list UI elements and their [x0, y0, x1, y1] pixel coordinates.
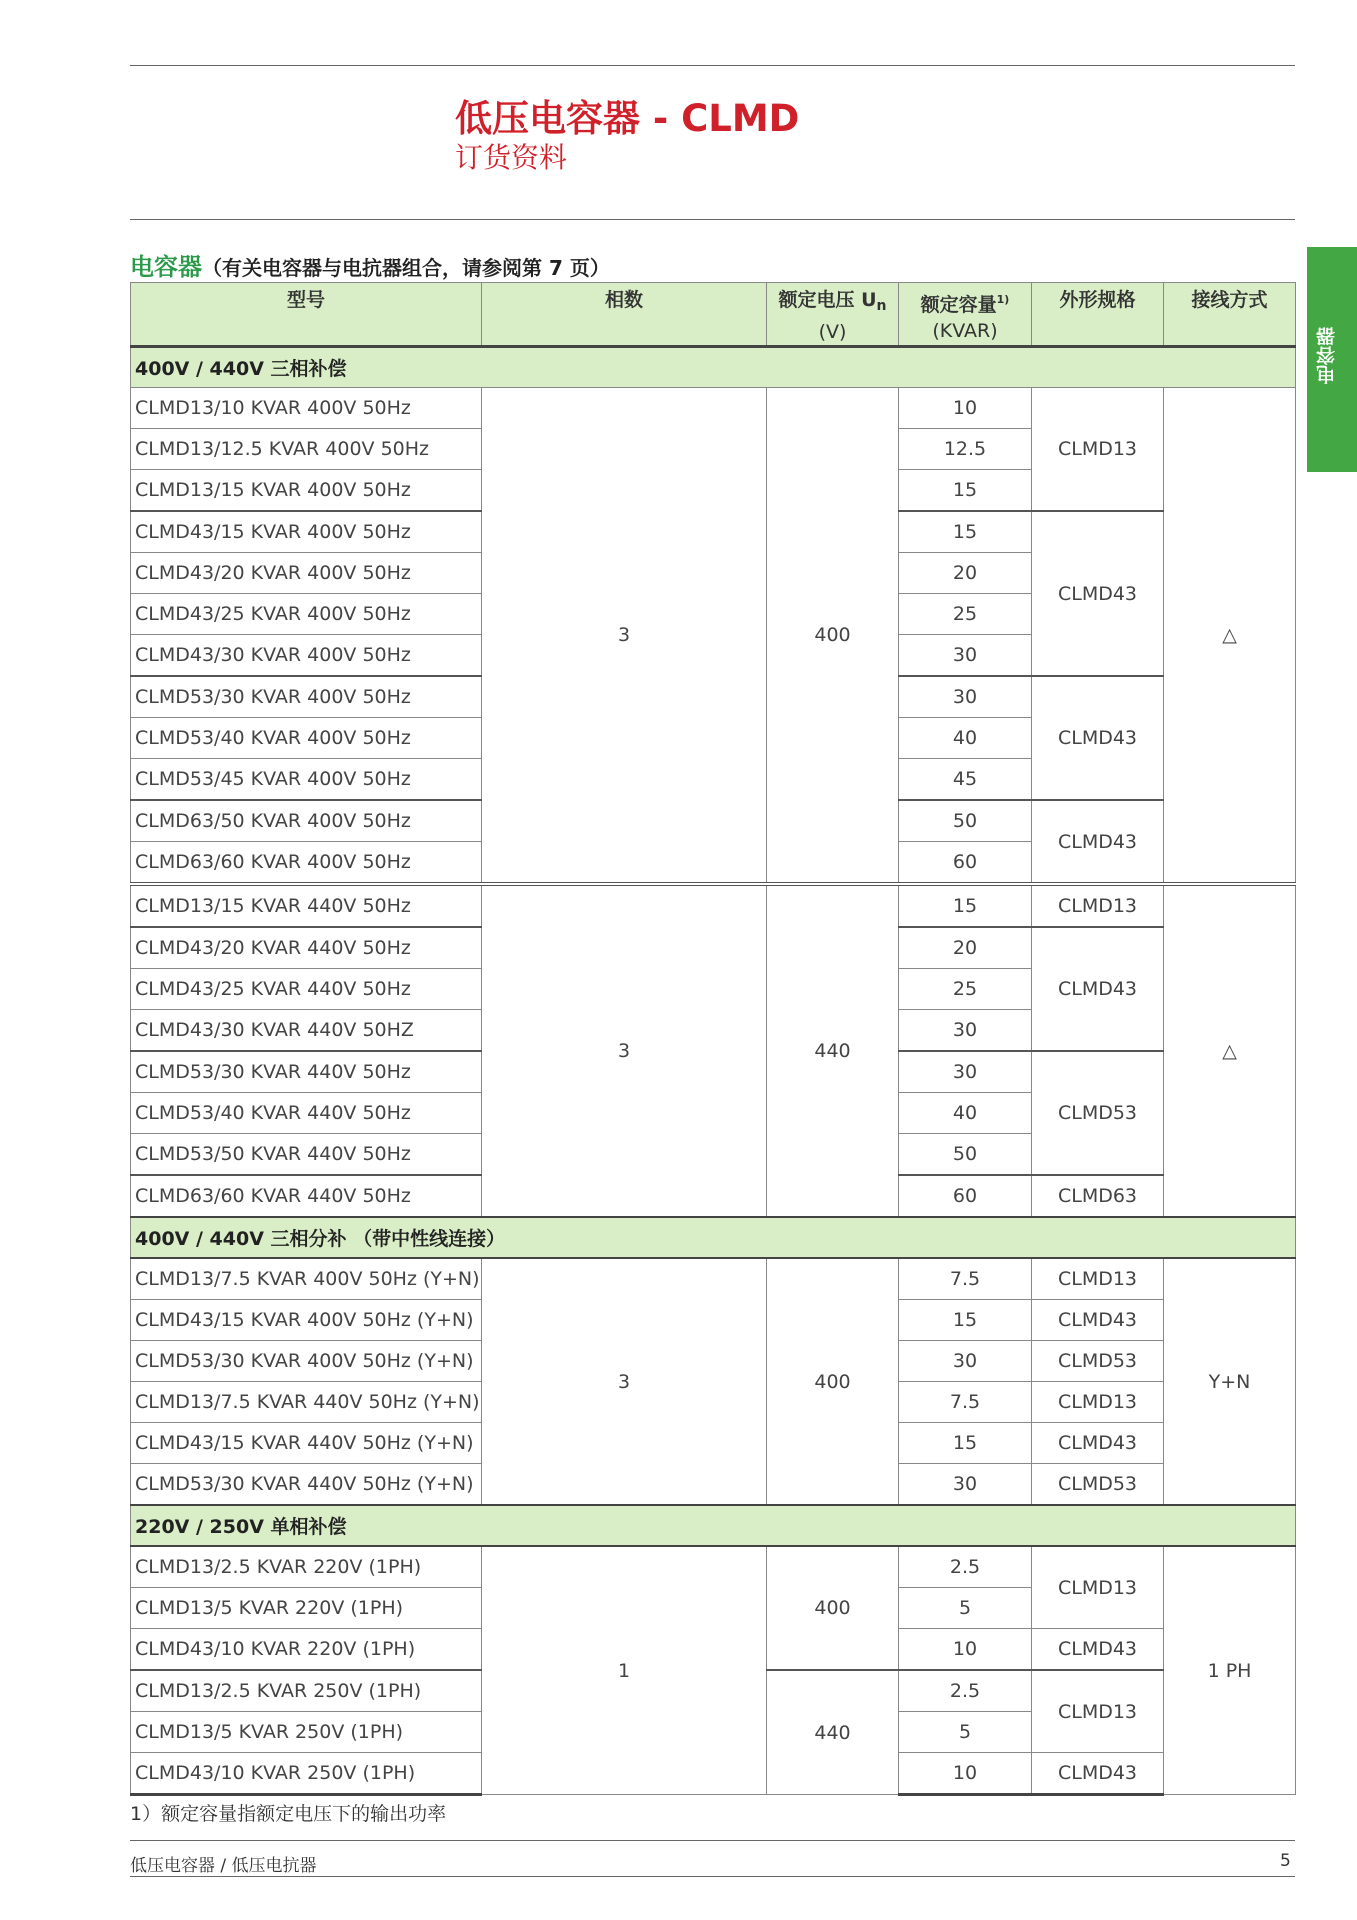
model-cell: CLMD53/50 KVAR 440V 50Hz — [131, 1134, 482, 1176]
header-model: 型号 — [131, 283, 482, 347]
model-cell: CLMD43/25 KVAR 400V 50Hz — [131, 594, 482, 635]
size-cell: CLMD13 — [1032, 1670, 1164, 1753]
header-voltage-sub: n — [876, 298, 887, 314]
group-row — [131, 1505, 1296, 1546]
size-cell: CLMD43 — [1032, 676, 1164, 800]
kvar-cell: 12.5 — [899, 429, 1032, 470]
voltage-cell: 400 — [767, 1546, 899, 1670]
size-cell: CLMD43 — [1032, 1300, 1164, 1341]
header-voltage — [767, 283, 899, 347]
size-cell: CLMD43 — [1032, 1629, 1164, 1671]
model-cell: CLMD13/5 KVAR 250V (1PH) — [131, 1712, 482, 1753]
kvar-cell: 20 — [899, 553, 1032, 594]
kvar-cell: 20 — [899, 927, 1032, 969]
size-cell: CLMD53 — [1032, 1341, 1164, 1382]
header-voltage-unit: (V) — [818, 321, 847, 343]
size-cell: CLMD43 — [1032, 800, 1164, 884]
side-tab — [1307, 247, 1357, 472]
model-cell: CLMD53/30 KVAR 440V 50Hz — [131, 1051, 482, 1093]
model-cell: CLMD13/7.5 KVAR 440V 50Hz (Y+N) — [131, 1382, 482, 1423]
kvar-cell: 30 — [899, 1341, 1032, 1382]
kvar-cell: 5 — [899, 1712, 1032, 1753]
model-cell: CLMD43/30 KVAR 440V 50HZ — [131, 1010, 482, 1052]
kvar-cell: 10 — [899, 1629, 1032, 1671]
voltage-cell: 440 — [767, 1670, 899, 1795]
model-cell: CLMD43/15 KVAR 400V 50Hz (Y+N) — [131, 1300, 482, 1341]
model-cell: CLMD13/2.5 KVAR 220V (1PH) — [131, 1546, 482, 1588]
kvar-cell: 2.5 — [899, 1670, 1032, 1712]
model-cell: CLMD43/25 KVAR 440V 50Hz — [131, 969, 482, 1010]
table-header-row — [131, 283, 1296, 347]
kvar-cell: 30 — [899, 635, 1032, 677]
page-subtitle: 订货资料 — [455, 141, 568, 174]
size-cell: CLMD13 — [1032, 1546, 1164, 1629]
header-capacity-footnote-mark: 1) — [996, 293, 1010, 306]
kvar-cell: 30 — [899, 1010, 1032, 1052]
bottom-rule — [130, 1876, 1295, 1877]
kvar-cell: 60 — [899, 1175, 1032, 1217]
kvar-cell: 30 — [899, 676, 1032, 718]
wiring-cell: 1 PH — [1164, 1546, 1296, 1795]
section-heading-note: （有关电容器与电抗器组合，请参阅第 7 页） — [202, 256, 610, 280]
section-heading-highlight: 电容器 — [130, 253, 202, 281]
kvar-cell: 5 — [899, 1588, 1032, 1629]
kvar-cell: 50 — [899, 800, 1032, 842]
kvar-cell: 2.5 — [899, 1546, 1032, 1588]
kvar-cell: 60 — [899, 842, 1032, 885]
size-cell: CLMD43 — [1032, 511, 1164, 676]
group-title: 220V / 250V 单相补偿 — [131, 1505, 1296, 1546]
voltage-cell: 400 — [767, 388, 899, 885]
size-cell: CLMD13 — [1032, 1258, 1164, 1300]
model-cell: CLMD43/10 KVAR 220V (1PH) — [131, 1629, 482, 1671]
phases-cell: 1 — [482, 1546, 767, 1795]
footer-text: 低压电容器 / 低压电抗器 — [130, 1856, 317, 1876]
model-cell: CLMD53/40 KVAR 440V 50Hz — [131, 1093, 482, 1134]
model-cell: CLMD43/15 KVAR 400V 50Hz — [131, 511, 482, 553]
model-cell: CLMD43/20 KVAR 400V 50Hz — [131, 553, 482, 594]
model-cell: CLMD13/15 KVAR 400V 50Hz — [131, 470, 482, 512]
size-cell: CLMD13 — [1032, 884, 1164, 927]
kvar-cell: 10 — [899, 388, 1032, 429]
kvar-cell: 15 — [899, 470, 1032, 512]
group-row — [131, 347, 1296, 388]
kvar-cell: 25 — [899, 969, 1032, 1010]
footnote: 1）额定容量指额定电压下的输出功率 — [130, 1803, 447, 1825]
size-cell: CLMD13 — [1032, 1382, 1164, 1423]
size-cell: CLMD63 — [1032, 1175, 1164, 1217]
kvar-cell: 40 — [899, 718, 1032, 759]
capacitor-table — [130, 282, 1296, 1796]
model-cell: CLMD53/30 KVAR 400V 50Hz (Y+N) — [131, 1341, 482, 1382]
wiring-cell: Y+N — [1164, 1258, 1296, 1505]
header-wiring: 接线方式 — [1164, 283, 1296, 347]
section-heading — [130, 247, 610, 282]
size-cell: CLMD53 — [1032, 1051, 1164, 1175]
header-capacity-label: 额定容量 — [920, 294, 997, 316]
title-rule — [130, 219, 1295, 220]
model-cell: CLMD43/10 KVAR 250V (1PH) — [131, 1753, 482, 1795]
kvar-cell: 7.5 — [899, 1258, 1032, 1300]
model-cell: CLMD43/15 KVAR 440V 50Hz (Y+N) — [131, 1423, 482, 1464]
header-phases: 相数 — [482, 283, 767, 347]
model-cell: CLMD43/30 KVAR 400V 50Hz — [131, 635, 482, 677]
wiring-cell: △ — [1164, 388, 1296, 885]
kvar-cell: 45 — [899, 759, 1032, 801]
page-number: 5 — [1280, 1851, 1291, 1871]
model-cell: CLMD13/5 KVAR 220V (1PH) — [131, 1588, 482, 1629]
model-cell: CLMD13/12.5 KVAR 400V 50Hz — [131, 429, 482, 470]
model-cell: CLMD43/20 KVAR 440V 50Hz — [131, 927, 482, 969]
model-cell: CLMD53/45 KVAR 400V 50Hz — [131, 759, 482, 801]
model-cell: CLMD13/15 KVAR 440V 50Hz — [131, 884, 482, 927]
model-cell: CLMD13/2.5 KVAR 250V (1PH) — [131, 1670, 482, 1712]
wiring-cell: △ — [1164, 884, 1296, 1217]
kvar-cell: 15 — [899, 1300, 1032, 1341]
model-cell: CLMD63/50 KVAR 400V 50Hz — [131, 800, 482, 842]
footer-rule — [130, 1840, 1295, 1841]
model-cell: CLMD13/7.5 KVAR 400V 50Hz (Y+N) — [131, 1258, 482, 1300]
model-cell: CLMD63/60 KVAR 440V 50Hz — [131, 1175, 482, 1217]
group-title: 400V / 440V 三相补偿 — [131, 347, 1296, 388]
table-row — [131, 388, 1296, 429]
voltage-cell: 440 — [767, 884, 899, 1217]
kvar-cell: 50 — [899, 1134, 1032, 1176]
kvar-cell: 10 — [899, 1753, 1032, 1795]
kvar-cell: 30 — [899, 1051, 1032, 1093]
group-title: 400V / 440V 三相分补 （带中性线连接） — [131, 1217, 1296, 1258]
size-cell: CLMD53 — [1032, 1464, 1164, 1506]
kvar-cell: 15 — [899, 884, 1032, 927]
kvar-cell: 15 — [899, 1423, 1032, 1464]
header-size: 外形规格 — [1032, 283, 1164, 347]
voltage-cell: 400 — [767, 1258, 899, 1505]
model-cell: CLMD53/30 KVAR 440V 50Hz (Y+N) — [131, 1464, 482, 1506]
header-voltage-label: 额定电压 U — [778, 289, 877, 311]
table-row — [131, 884, 1296, 927]
side-tab-label: 电容器 — [1316, 327, 1338, 384]
header-capacity-unit: (KVAR) — [932, 320, 998, 342]
kvar-cell: 15 — [899, 511, 1032, 553]
kvar-cell: 30 — [899, 1464, 1032, 1506]
page-title: 低压电容器 - CLMD — [455, 97, 800, 140]
model-cell: CLMD13/10 KVAR 400V 50Hz — [131, 388, 482, 429]
header-capacity — [899, 283, 1032, 347]
kvar-cell: 40 — [899, 1093, 1032, 1134]
table-row — [131, 1258, 1296, 1300]
top-rule — [130, 65, 1295, 66]
phases-cell: 3 — [482, 388, 767, 885]
kvar-cell: 25 — [899, 594, 1032, 635]
size-cell: CLMD43 — [1032, 927, 1164, 1051]
size-cell: CLMD43 — [1032, 1423, 1164, 1464]
table-row — [131, 1546, 1296, 1588]
model-cell: CLMD63/60 KVAR 400V 50Hz — [131, 842, 482, 885]
kvar-cell: 7.5 — [899, 1382, 1032, 1423]
model-cell: CLMD53/40 KVAR 400V 50Hz — [131, 718, 482, 759]
model-cell: CLMD53/30 KVAR 400V 50Hz — [131, 676, 482, 718]
size-cell: CLMD13 — [1032, 388, 1164, 512]
size-cell: CLMD43 — [1032, 1753, 1164, 1795]
group-row — [131, 1217, 1296, 1258]
phases-cell: 3 — [482, 884, 767, 1217]
phases-cell: 3 — [482, 1258, 767, 1505]
